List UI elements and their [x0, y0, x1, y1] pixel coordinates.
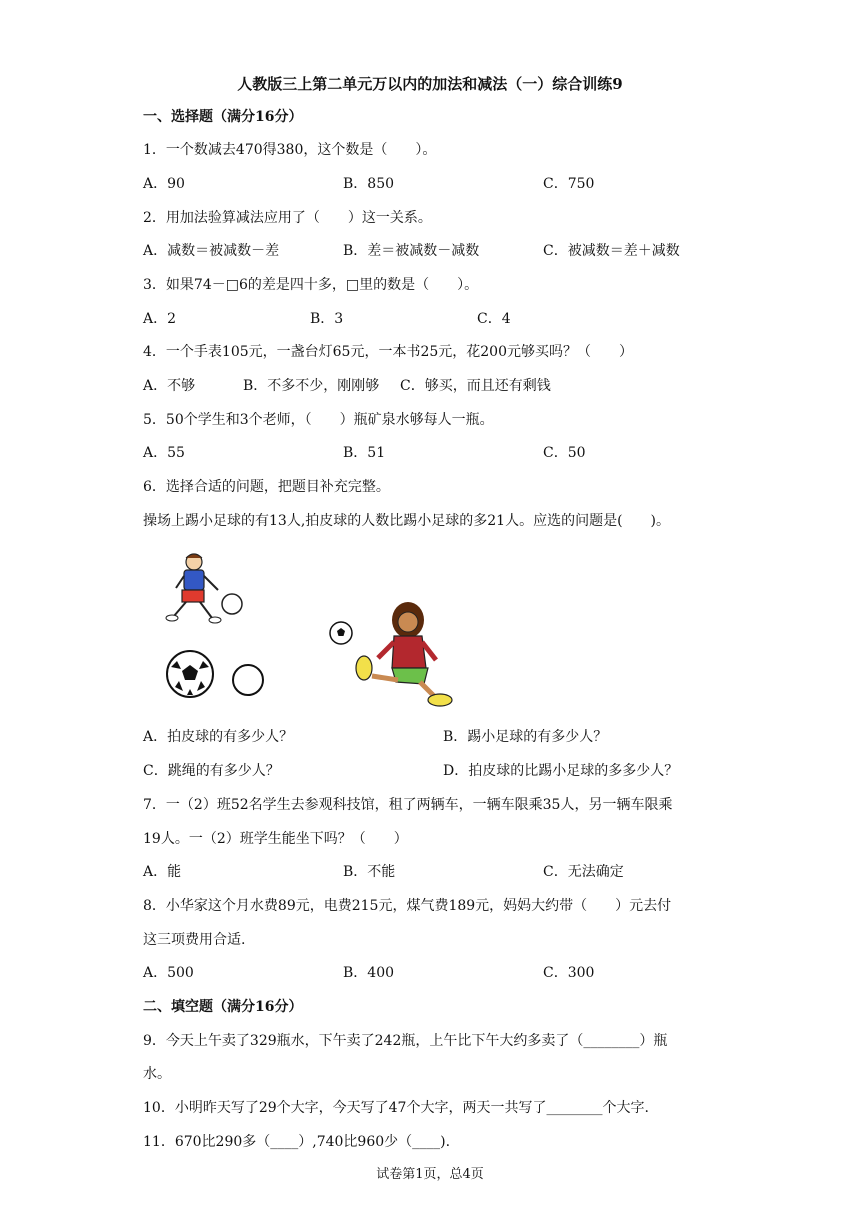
q2-option-a: A．减数＝被减数－差: [143, 243, 280, 259]
question-6-text: 操场上踢小足球的有13人,拍皮球的人数比踢小足球的多21人。应选的问题是( )。: [143, 513, 671, 529]
q7-option-b: B．不能: [343, 864, 396, 880]
question-2: 2．用加法验算减法应用了（ ）这一关系。: [143, 210, 432, 226]
question-9-line-2: 水。: [143, 1066, 171, 1082]
q8-option-a: A．500: [143, 965, 194, 981]
q3-option-b: B．3: [310, 311, 344, 327]
q2-option-c: C．被减数＝差＋减数: [543, 243, 680, 259]
q6-option-b: B．踢小足球的有多少人？: [443, 729, 608, 745]
girl-kicking-ball-illustration: [350, 598, 460, 708]
question-9-line-1: 9．今天上午卖了329瓶水，下午卖了242瓶，上午比下午大约多卖了（________）瓶: [143, 1033, 668, 1049]
question-1: 1．一个数减去470得380，这个数是（ ）。: [143, 142, 437, 158]
page-footer: 试卷第1页，总4页: [376, 1167, 484, 1182]
question-11: 11．670比290多（____）,740比960少（____).: [143, 1134, 451, 1150]
q8-option-c: C．300: [543, 965, 595, 981]
question-3: 3．如果74－□6的差是四十多，□里的数是（ ）。: [143, 277, 479, 293]
q1-option-c: C．750: [543, 176, 595, 192]
page-title: 人教版三上第二单元万以内的加法和减法（一）综合训练9: [237, 75, 623, 93]
question-7-line-1: 7．一（2）班52名学生去参观科技馆，租了两辆车，一辆车限乘35人，另一辆车限乘: [143, 797, 673, 813]
q1-option-b: B．850: [343, 176, 395, 192]
question-4: 4．一个手表105元，一盏台灯65元，一本书25元，花200元够买吗？（ ）: [143, 344, 633, 360]
q7-option-a: A．能: [143, 864, 182, 880]
question-5: 5．50个学生和3个老师，（ ）瓶矿泉水够每人一瓶。: [143, 412, 494, 428]
question-8-line-1: 8．小华家这个月水费89元，电费215元，煤气费189元，妈妈大约带（ ）元去付: [143, 898, 672, 914]
rubber-ball-icon: [230, 662, 266, 698]
q5-option-b: B．51: [343, 445, 386, 461]
q3-option-a: A．2: [143, 311, 177, 327]
q4-option-c: C．够买，而且还有剩钱: [400, 378, 551, 394]
soccer-ball-icon: [165, 649, 215, 699]
q1-option-a: A．90: [143, 176, 185, 192]
q6-option-a: A．拍皮球的有多少人？: [143, 729, 294, 745]
q5-option-a: A．55: [143, 445, 185, 461]
q6-option-d: D．拍皮球的比踢小足球的多多少人？: [443, 763, 679, 779]
question-6: 6．选择合适的问题，把题目补充完整。: [143, 479, 390, 495]
section-heading-fill-in: 二、填空题（满分16分）: [143, 999, 303, 1015]
question-7-line-2: 19人。一（2）班学生能坐下吗？（ ）: [143, 831, 408, 847]
q4-option-b: B．不多不少，刚刚够: [243, 378, 380, 394]
q7-option-c: C．无法确定: [543, 864, 624, 880]
q2-option-b: B．差＝被减数－减数: [343, 243, 480, 259]
q5-option-c: C．50: [543, 445, 586, 461]
section-heading-choice: 一、选择题（满分16分）: [143, 109, 303, 125]
question-10: 10．小明昨天写了29个大字，今天写了47个大字，两天一共写了________个大字.: [143, 1100, 649, 1116]
q3-option-c: C．4: [477, 311, 511, 327]
q8-option-b: B．400: [343, 965, 395, 981]
boy-bouncing-ball-illustration: [160, 548, 250, 630]
q4-option-a: A．不够: [143, 378, 196, 394]
q6-option-c: C．跳绳的有多少人？: [143, 763, 280, 779]
question-8-line-2: 这三项费用合适.: [143, 932, 246, 948]
